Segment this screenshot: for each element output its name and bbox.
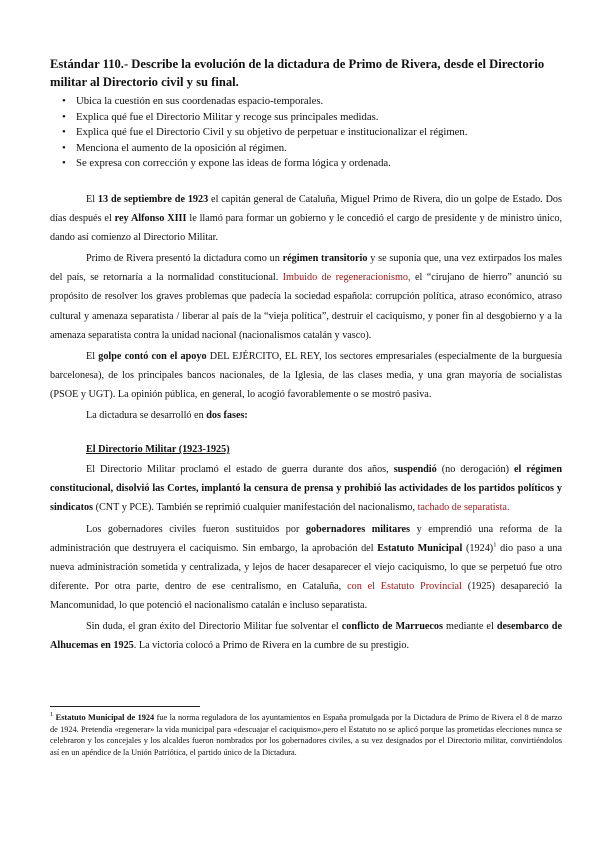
bold-run: suspendió <box>393 464 437 476</box>
highlight-run: con el Estatuto Provincial <box>347 580 462 592</box>
text-run: El <box>86 194 98 205</box>
highlight-run: tachado de separatista. <box>417 502 510 514</box>
text-run: DEL EJÉRCITO, EL REY, los sectores empresariales (especialmente de la burguesía barcelonesa), de los principales bancos nacionales, de la Iglesia, de las clases media, y una gran mayoría de socialistas (PSOE y UGT). La opinión pública, en general, lo acogió favorablemente o se mostró pasiva. <box>50 350 562 400</box>
list-item: • Menciona el aumento de la oposición al régimen. <box>62 141 552 157</box>
paragraph-apoyos <box>50 347 562 404</box>
text-run: dio paso a una nueva administración sometida y centralizada, y lejos de hacer desaparecer el viejo caciquismo, lo que se perpetuó fue otro diferente. Por otra parte, dentro de ese centralismo, en Cataluña, <box>50 542 562 592</box>
text-run: (1925) desapareció la Mancomunidad, lo que potenció el nacionalismo catalán e incluso separatista. <box>50 580 562 611</box>
text-run: el capitán general de Cataluña, Miguel Primo de Rivera, dio un golpe de Estado. Dos días después el <box>50 194 562 225</box>
bold-run: desembarco de Alhucemas en 1925 <box>50 620 562 652</box>
bold-run: golpe contó con el apoyo <box>98 350 207 362</box>
text-run: el “cirujano de hierro” anunció su propósito de resolver los graves problemas que padecía la sociedad española: corrupción política, atraso económico, atraso cultural y amenaza separatista / liberar al país de la “vieja política”, destruir el caciquismo, y poner fin al desgobierno y a la amenaza separatista contra la unidad nacional (nacionalismos catalán y vasco). <box>50 272 562 341</box>
bold-run: 13 de septiembre de 1923 <box>97 194 209 205</box>
paragraph-fases <box>50 406 562 425</box>
text-run: y se suponía que, una vez extirpados los males del país, se retornaría a la normalidad constitucional. <box>50 253 563 284</box>
footnote-ref[interactable]: 1 <box>493 541 497 549</box>
heading-text: El Directorio Militar (1923-1925) <box>86 444 230 456</box>
text-run: . La victoria colocó a Primo de Rivera en la cumbre de su prestigio. <box>133 640 410 652</box>
text-run: (1924) <box>462 542 494 554</box>
list-item: • Explica qué fue el Directorio Militar y recoge sus principales medidas. <box>62 110 552 126</box>
text-run: (CNT y PCE). También se reprimió cualquier manifestación del nacionalismo, <box>93 502 418 514</box>
list-item: • Explica qué fue el Directorio Civil y su objetivo de perpetuar e institucionalizar el régimen. <box>62 125 552 141</box>
list-item: • Se expresa con corrección y expone las ideas de forma lógica y ordenada. <box>62 156 552 172</box>
text-run: La dictadura se desarrolló en <box>86 410 207 422</box>
text-run: Sin duda, el gran éxito del Directorio Militar fue solventar el <box>86 620 342 632</box>
bold-run: Estatuto Municipal <box>377 542 463 554</box>
text-run: El Directorio Militar proclamó el estado de guerra durante dos años, <box>86 464 394 476</box>
text-run: Primo de Rivera presentó la dictadura como un <box>86 253 283 265</box>
footnote-divider <box>50 706 200 707</box>
text-run: Los gobernadores civiles fueron sustituidos por <box>86 523 306 535</box>
footnote <box>50 712 562 758</box>
bold-run: régimen transitorio <box>282 253 368 265</box>
text-run: le llamó para formar un gobierno y le concedió el cargo de presidente y de ministro único, dando así comienzo al Directorio Militar. <box>50 213 562 244</box>
section-heading <box>50 440 562 459</box>
paragraph-marruecos <box>50 617 562 655</box>
bold-run: gobernadores militares <box>305 523 411 535</box>
bold-run: Estatuto Municipal de 1924 <box>55 713 155 722</box>
text-run: mediante el <box>442 620 497 632</box>
bold-run: dos fases: <box>206 410 248 422</box>
footnote-number: 1 <box>50 711 54 719</box>
text-run: y emprendió una reforma de la administración que destruyera el caciquismo. Sin embargo, la aprobación del <box>50 523 563 554</box>
criteria-list <box>62 94 552 172</box>
paragraph-gobernadores <box>50 520 562 615</box>
bold-run: conflicto de Marruecos <box>341 620 443 632</box>
text-run: fue la norma reguladora de los ayuntamientos en España promulgada por la Dictadura de Primo de Rivera el 8 de marzo de 1924. Pretendía «regenerar» la vida municipal para «descuajar el caciquismo»,pero el Estatuto no se aplicó porque las prometidas elecciones nunca se celebraron y los concejales y los alcaldes fueron nombrados por los gobernadores civiles, a su vez designados por el Directorio militar, convirtiéndolos así en un apéndice de la Unión Patriótica, el partido único de la Dictadura. <box>50 713 563 757</box>
bold-run: el régimen constitucional, disolvió las Cortes, implantó la censura de prensa y prohibió las actividades de los partidos políticos y sindicatos <box>50 464 562 514</box>
bold-run: rey Alfonso XIII <box>114 213 187 225</box>
paragraph-regimen <box>50 249 562 344</box>
document-body <box>50 190 562 655</box>
text-run: El <box>86 350 99 362</box>
highlight-run: Imbuido de regeneracionismo, <box>282 272 411 284</box>
paragraph-directorio <box>50 460 562 517</box>
paragraph-golpe <box>50 190 562 247</box>
list-item: • Ubica la cuestión en sus coordenadas espacio-temporales. <box>62 94 552 110</box>
text-run: (no derogación) <box>436 464 514 476</box>
page-title: Estándar 110.- Describe la evolución de la dictadura de Primo de Rivera, desde el Directorio militar al Directorio civil y su final. <box>50 57 545 89</box>
